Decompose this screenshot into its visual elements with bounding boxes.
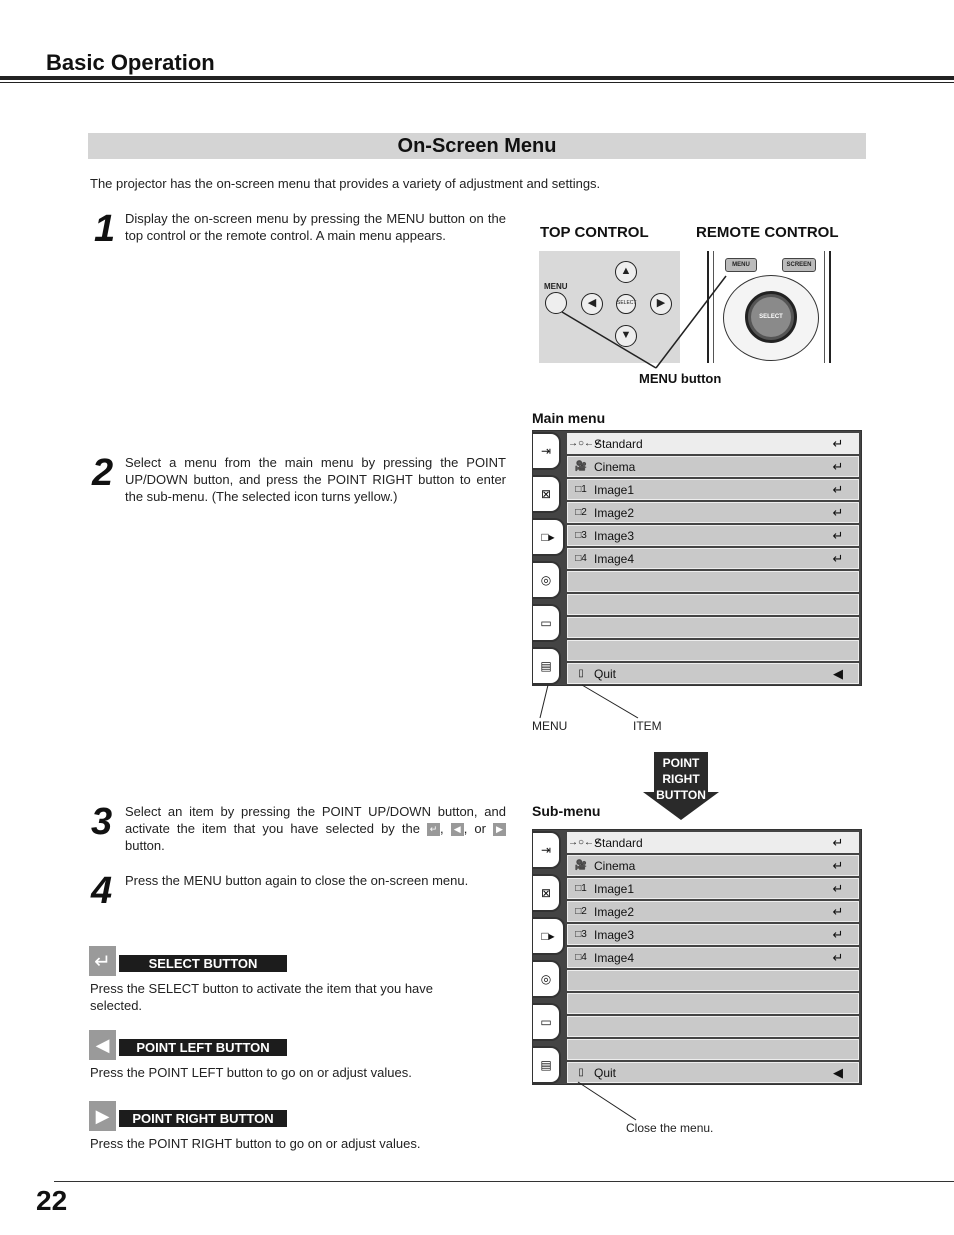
menu-item[interactable] bbox=[567, 924, 859, 945]
menu-item-icon: □4 bbox=[575, 553, 587, 564]
menu-item[interactable] bbox=[567, 548, 859, 569]
menu-item-icon: □2 bbox=[575, 507, 587, 518]
point-right-button-label: POINT RIGHT BUTTON bbox=[119, 1110, 287, 1127]
step-3-text: Select an item by pressing the POINT UP/DOWN button, and activate the item that you have selected by the ↵ , ◀ , or ▶ button. bbox=[125, 804, 506, 853]
menu-item[interactable] bbox=[567, 479, 859, 500]
select-button-icon: ↵ bbox=[89, 946, 116, 976]
callout-item-label: ITEM bbox=[633, 719, 662, 733]
menu-item-label: Quit bbox=[594, 666, 617, 681]
sub-menu-tabs bbox=[533, 830, 565, 1084]
point-right-button-icon: ▶ bbox=[89, 1101, 116, 1131]
main-menu-panel bbox=[532, 430, 862, 686]
select-button-label: SELECT BUTTON bbox=[119, 955, 287, 972]
callout-menu-label: MENU bbox=[532, 719, 568, 733]
menu-item[interactable] bbox=[567, 855, 859, 876]
step-1-text: Display the on-screen menu by pressing the MENU button on the top control or the remote control. A main menu appears. bbox=[125, 211, 506, 243]
menu-item[interactable] bbox=[567, 947, 859, 968]
header-rule bbox=[0, 76, 954, 80]
menu-item-icon: →○←✓ bbox=[568, 438, 603, 449]
menu-item-action-icon: ◀ bbox=[833, 1064, 843, 1080]
remote-control-label: REMOTE CONTROL bbox=[696, 224, 839, 241]
menu-item-icon: □1 bbox=[575, 883, 587, 894]
step-3-number: 3 bbox=[91, 801, 113, 843]
point-right-button-desc: Press the POINT RIGHT button to go on or adjust values. bbox=[90, 1136, 421, 1151]
menu-item-icon: □1 bbox=[575, 484, 587, 495]
close-menu-caption: Close the menu. bbox=[626, 1121, 714, 1135]
select-button-desc: Press the SELECT button to activate the item that you have selected. bbox=[90, 981, 434, 1013]
top-control-label: TOP CONTROL bbox=[540, 224, 649, 241]
point-right-inline-icon: ▶ bbox=[493, 823, 506, 836]
tab-setting[interactable]: ▤ bbox=[533, 1046, 561, 1084]
step-1-number: 1 bbox=[94, 208, 116, 250]
remote-select-button[interactable]: SELECT bbox=[751, 297, 791, 337]
step-2-number: 2 bbox=[92, 452, 114, 494]
remote-screen-button[interactable]: SCREEN bbox=[782, 258, 816, 272]
tab-pc-adjust[interactable]: ⊠ bbox=[533, 874, 561, 912]
intro-text: The projector has the on-screen menu that provides a variety of adjustment and settings. bbox=[90, 176, 601, 191]
menu-item-label: Image4 bbox=[594, 950, 635, 965]
menu-item-label: Cinema bbox=[594, 858, 636, 873]
menu-button-callout-lines bbox=[530, 250, 840, 380]
menu-item-action-icon: ↵ bbox=[832, 504, 844, 520]
point-right-arrow-label: POINT RIGHT BUTTON bbox=[656, 756, 706, 802]
menu-item[interactable] bbox=[567, 901, 859, 922]
point-left-button-label: POINT LEFT BUTTON bbox=[119, 1039, 287, 1056]
menu-item-action-icon: ↵ bbox=[832, 903, 844, 919]
top-up-button[interactable]: ▲ bbox=[615, 261, 637, 283]
menu-item-label: Image4 bbox=[594, 551, 635, 566]
menu-item-icon: ▯ bbox=[578, 1067, 584, 1078]
menu-item[interactable] bbox=[567, 502, 859, 523]
menu-button-caption: MENU button bbox=[639, 371, 722, 386]
header-rule-thin bbox=[0, 82, 954, 83]
menu-item[interactable] bbox=[567, 640, 859, 661]
point-left-button-icon: ◀ bbox=[89, 1030, 116, 1060]
top-select-button[interactable]: SELECT bbox=[616, 294, 636, 314]
top-down-button[interactable]: ▼ bbox=[615, 325, 637, 347]
menu-item-label: Image1 bbox=[594, 881, 635, 896]
main-menu-items bbox=[567, 433, 859, 686]
tab-screen[interactable]: ▭ bbox=[533, 1003, 561, 1041]
point-left-inline-icon: ◀ bbox=[451, 823, 464, 836]
menu-item-icon: 🎥 bbox=[574, 461, 588, 472]
menu-item-label: Image1 bbox=[594, 482, 635, 497]
menu-item-action-icon: ↵ bbox=[832, 857, 844, 873]
menu-item-label: Cinema bbox=[594, 459, 636, 474]
tab-input[interactable]: ⇥ bbox=[533, 432, 561, 470]
page-number: 22 bbox=[36, 1185, 68, 1216]
sub-menu-panel bbox=[532, 829, 862, 1085]
menu-item-icon: □3 bbox=[575, 530, 587, 541]
menu-tabs bbox=[533, 431, 565, 685]
tab-input[interactable]: ⇥ bbox=[533, 831, 561, 869]
menu-item-icon: □4 bbox=[575, 952, 587, 963]
step-4-text: Press the MENU button again to close the on-screen menu. bbox=[125, 873, 469, 888]
sub-menu-items bbox=[567, 832, 859, 1085]
menu-item[interactable] bbox=[567, 1039, 859, 1060]
footer-rule bbox=[54, 1181, 954, 1182]
tab-image-select[interactable]: □▸ bbox=[533, 518, 565, 556]
menu-item-icon: →○←✓ bbox=[568, 837, 603, 848]
menu-item-label: Image2 bbox=[594, 904, 635, 919]
menu-item[interactable] bbox=[567, 878, 859, 899]
tab-screen[interactable]: ▭ bbox=[533, 604, 561, 642]
sub-menu-label: Sub-menu bbox=[532, 803, 601, 819]
tab-image-adjust[interactable]: ◎ bbox=[533, 960, 561, 998]
menu-item-icon: □3 bbox=[575, 929, 587, 940]
menu-item-action-icon: ↵ bbox=[832, 481, 844, 497]
menu-item[interactable] bbox=[567, 433, 859, 454]
top-menu-label: MENU bbox=[544, 282, 568, 291]
tab-pc-adjust[interactable]: ⊠ bbox=[533, 475, 561, 513]
menu-item-icon: ▯ bbox=[578, 668, 584, 679]
menu-item[interactable] bbox=[567, 993, 859, 1014]
top-right-button[interactable]: ▶ bbox=[650, 293, 672, 315]
menu-item-action-icon: ↵ bbox=[832, 527, 844, 543]
main-menu-label: Main menu bbox=[532, 410, 606, 426]
select-inline-icon: ↵ bbox=[427, 823, 440, 836]
menu-item-action-icon: ↵ bbox=[832, 949, 844, 965]
tab-image-adjust[interactable]: ◎ bbox=[533, 561, 561, 599]
menu-item-action-icon: ↵ bbox=[832, 550, 844, 566]
tab-image-select[interactable]: □▸ bbox=[533, 917, 565, 955]
menu-item[interactable] bbox=[567, 456, 859, 477]
menu-item-label: Quit bbox=[594, 1065, 617, 1080]
top-left-button[interactable]: ◀ bbox=[581, 293, 603, 315]
menu-item-action-icon: ↵ bbox=[832, 435, 844, 451]
section-title: Basic Operation bbox=[46, 50, 215, 75]
menu-item-action-icon: ↵ bbox=[832, 926, 844, 942]
menu-item-label: Standard bbox=[594, 436, 643, 451]
menu-item-action-icon: ↵ bbox=[832, 834, 844, 850]
menu-item[interactable] bbox=[567, 832, 859, 853]
menu-item[interactable] bbox=[567, 525, 859, 546]
menu-item[interactable] bbox=[567, 970, 859, 991]
menu-item-action-icon: ↵ bbox=[832, 880, 844, 896]
menu-item[interactable] bbox=[567, 1016, 859, 1037]
page-title: On-Screen Menu bbox=[88, 133, 866, 159]
menu-item[interactable] bbox=[567, 617, 859, 638]
menu-item-icon: 🎥 bbox=[574, 860, 588, 871]
point-left-button-desc: Press the POINT LEFT button to go on or adjust values. bbox=[90, 1065, 412, 1080]
menu-item[interactable] bbox=[567, 594, 859, 615]
step-2-text: Select a menu from the main menu by pressing the POINT UP/DOWN button, and press the POINT RIGHT button to enter the sub-menu. (The selected icon turns yellow.) bbox=[125, 455, 506, 504]
menu-item[interactable] bbox=[567, 571, 859, 592]
step-4-number: 4 bbox=[91, 870, 113, 912]
menu-item-label: Image3 bbox=[594, 528, 635, 543]
remote-menu-button[interactable]: MENU bbox=[725, 258, 757, 272]
menu-item-action-icon: ↵ bbox=[832, 458, 844, 474]
menu-item-icon: □2 bbox=[575, 906, 587, 917]
menu-item-action-icon: ◀ bbox=[833, 665, 843, 681]
menu-item-label: Standard bbox=[594, 835, 643, 850]
menu-item-label: Image2 bbox=[594, 505, 635, 520]
menu-item-label: Image3 bbox=[594, 927, 635, 942]
close-menu-callout-line bbox=[570, 1080, 650, 1125]
tab-setting[interactable]: ▤ bbox=[533, 647, 561, 685]
